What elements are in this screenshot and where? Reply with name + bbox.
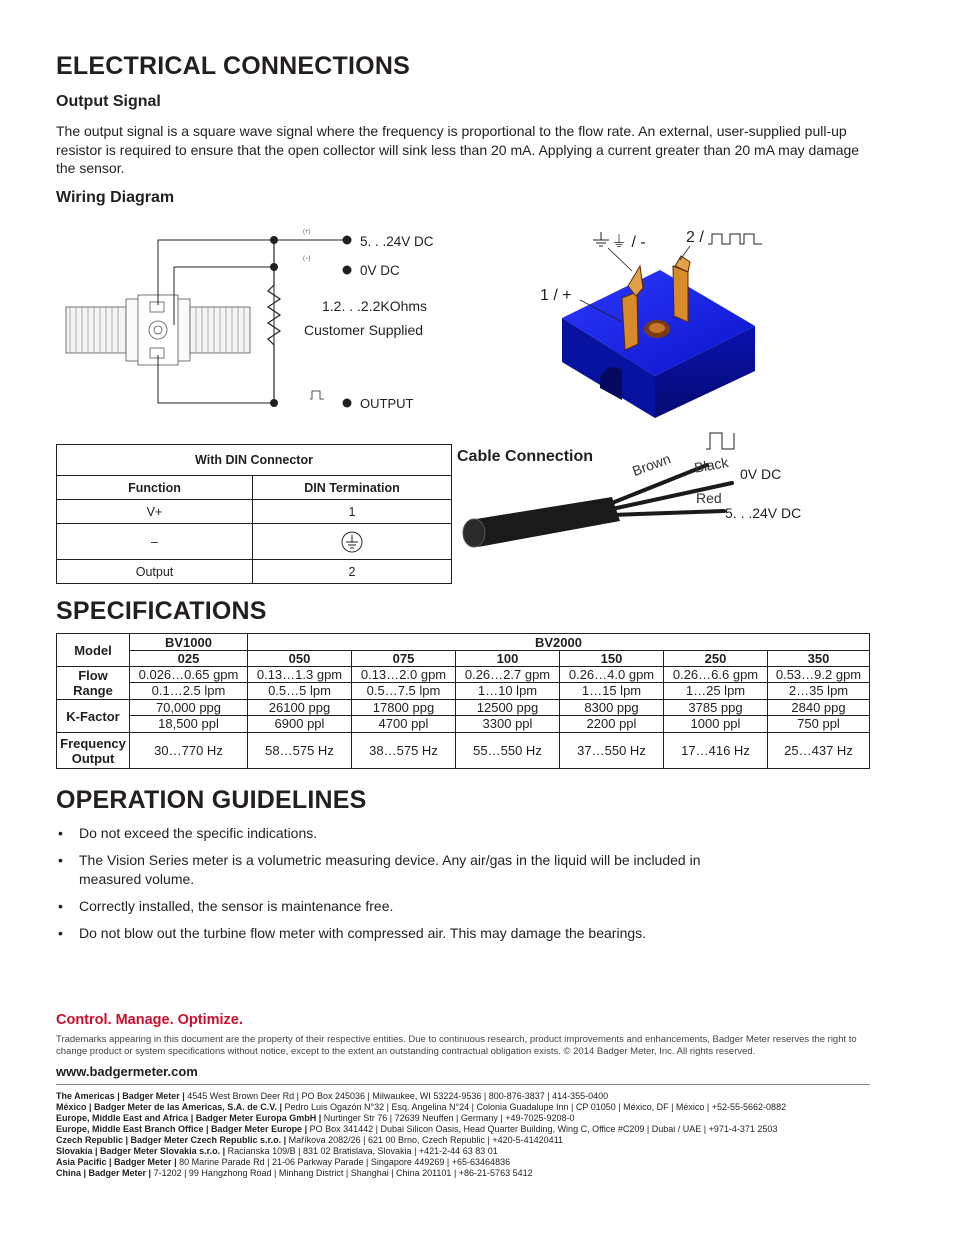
kfactor-cell: 12500 ppg 3300 ppl — [456, 700, 560, 733]
size-header: 075 — [352, 651, 456, 667]
flow-range-cell: 0.13…2.0 gpm 0.5…7.5 lpm — [352, 667, 456, 700]
address-line: China | Badger Meter | 7-1202 | 99 Hangzhong Road | Minhang District | Shanghai | China 201101 | +86-21-5763 5412 — [56, 1168, 533, 1178]
customer-supplied-label: Customer Supplied — [304, 322, 424, 338]
cable-zero-label: 0V DC — [740, 466, 782, 482]
operation-title: OPERATION GUIDELINES — [56, 786, 367, 814]
size-header: 100 — [456, 651, 560, 667]
model-label: Model — [57, 634, 130, 667]
frequency-cell: 17…416 Hz — [664, 733, 768, 769]
kfactor-cell: 8300 ppg 2200 ppl — [560, 700, 664, 733]
flow-range-cell: 0.13…1.3 gpm 0.5…5 lpm — [248, 667, 352, 700]
pulse-icon — [706, 433, 734, 449]
size-header: 025 — [130, 651, 248, 667]
list-item: • The Vision Series meter is a volumetric measuring device. Any air/gas in the liquid will be included in measured volume. — [56, 851, 746, 889]
electrical-title: ELECTRICAL CONNECTIONS — [56, 52, 410, 80]
address-line: Czech Republic | Badger Meter Czech Republic s.r.o. | Maříkova 2082/26 | 621 00 Brno, Czech Republic | +420-5-41420411 — [56, 1135, 564, 1145]
tagline: Control. Manage. Optimize. — [56, 1012, 243, 1028]
footer-divider — [56, 1084, 870, 1085]
flow-range-cell: 0.26…2.7 gpm 1…10 lpm — [456, 667, 560, 700]
size-header: 350 — [768, 651, 870, 667]
frequency-output-label: Frequency Output — [57, 733, 130, 769]
kfactor-cell: 17800 ppg 4700 ppl — [352, 700, 456, 733]
flow-range-cell: 0.26…4.0 gpm 1…15 lpm — [560, 667, 664, 700]
output-label: OUTPUT — [360, 396, 414, 411]
flow-range-label: Flow Range — [57, 667, 130, 700]
din-header-termination: DIN Termination — [253, 476, 452, 500]
bv1000-label: BV1000 — [130, 634, 248, 651]
pin-2-label: 2 / — [686, 229, 704, 246]
wire-black-label: Black — [693, 454, 730, 476]
flow-range-cell: 0.026…0.65 gpm 0.1…2.5 lpm — [130, 667, 248, 700]
cable-heading: Cable Connection — [457, 448, 594, 465]
square-wave-icon — [708, 234, 762, 244]
size-header: 250 — [664, 651, 768, 667]
din-table — [56, 444, 452, 584]
wire-minus-label: (−) — [303, 256, 311, 262]
address-line: Asia Pacific | Badger Meter | 80 Marine Parade Rd | 21-06 Parkway Parade | Singapore 449269 | +65-63464836 — [56, 1157, 511, 1167]
size-header: 150 — [560, 651, 664, 667]
flow-sensor-drawing — [66, 295, 250, 365]
pin-1-label: 1 / + — [540, 287, 572, 304]
cable-illustration — [452, 425, 832, 580]
frequency-cell: 55…550 Hz — [456, 733, 560, 769]
website-link[interactable]: www.badgermeter.com — [56, 1064, 198, 1079]
list-item: • Do not exceed the specific indications. — [56, 824, 746, 843]
pulse-icon — [310, 391, 324, 399]
specs-table — [56, 633, 870, 769]
din-cell-termination — [253, 524, 452, 560]
pin-ground-label: ⏚ / - — [611, 234, 646, 251]
wire-plus-label: (+) — [303, 229, 311, 235]
din-cell-termination: 2 — [253, 560, 452, 584]
flow-range-cell: 0.26…6.6 gpm 1…25 lpm — [664, 667, 768, 700]
wire-brown-label: Brown — [630, 450, 673, 480]
bv2000-label: BV2000 — [248, 634, 870, 651]
address-line: Slovakia | Badger Meter Slovakia s.r.o. | Racianska 109/B | 831 02 Bratislava, Slovakia | +421-2-44 63 83 01 — [56, 1146, 498, 1156]
list-item: • Do not blow out the turbine flow meter with compressed air. This may damage the bearings. — [56, 924, 746, 943]
wire-red-label: Red — [696, 490, 722, 506]
kfactor-cell: 3785 ppg 1000 ppl — [664, 700, 768, 733]
kfactor-cell: 70,000 ppg 18,500 ppl — [130, 700, 248, 733]
flow-range-cell: 0.53…9.2 gpm 2…35 lpm — [768, 667, 870, 700]
kfactor-cell: 26100 ppg 6900 ppl — [248, 700, 352, 733]
frequency-cell: 30…770 Hz — [130, 733, 248, 769]
address-line: The Americas | Badger Meter | 4545 West Brown Deer Rd | PO Box 245036 | Milwaukee, WI 53224-9536 | 800-876-3837 | 414-355-0400 — [56, 1091, 609, 1101]
din-cell-function: Output — [57, 560, 253, 584]
trademark-notice: Trademarks appearing in this document are the property of their respective entities. Due to continuous research, product improvements and enhancements, Badger Meter reserves the right to change product or system specifications without notice, except to the extent an outstanding contractual obligation exists. © 2014 Badger Meter, Inc. All rights reserved. — [56, 1034, 857, 1057]
frequency-cell: 38…575 Hz — [352, 733, 456, 769]
size-header: 050 — [248, 651, 352, 667]
zero-volt-label: 0V DC — [360, 263, 400, 278]
din-cell-function: V+ — [57, 500, 253, 524]
output-signal-text: The output signal is a square wave signal where the frequency is proportional to the flow rate. An external, user-supplied pull-up resistor is required to ensure that the open collector will sink less than 20 mA. Applying a current greater than 20 mA may damage the sensor. — [56, 123, 860, 176]
din-cell-function: – — [57, 524, 253, 560]
frequency-cell: 58…575 Hz — [248, 733, 352, 769]
kfactor-label: K-Factor — [57, 700, 130, 733]
cable-supply-label: 5. . .24V DC — [725, 505, 802, 521]
kfactor-cell: 2840 ppg 750 ppl — [768, 700, 870, 733]
address-line: México | Badger Meter de las Americas, S.A. de C.V. | Pedro Luis Ogazón N°32 | Esq. Angelina N°24 | Colonia Guadalupe Inn | CP 01050 | México, DF | México | +52-55-5662-0882 — [56, 1102, 787, 1112]
din-cell-termination: 1 — [253, 500, 452, 524]
specs-title: SPECIFICATIONS — [56, 597, 267, 625]
supply-voltage-label: 5. . .24V DC — [360, 234, 434, 249]
cable-body — [463, 497, 620, 547]
din-header-function: Function — [57, 476, 253, 500]
wiring-heading: Wiring Diagram — [56, 189, 175, 206]
earth-ground-icon — [340, 530, 364, 554]
frequency-cell: 25…437 Hz — [768, 733, 870, 769]
frequency-cell: 37…550 Hz — [560, 733, 664, 769]
address-list — [56, 1091, 872, 1179]
output-signal-heading: Output Signal — [56, 93, 161, 110]
din-connector-illustration — [540, 226, 775, 424]
list-item: • Correctly installed, the sensor is maintenance free. — [56, 897, 746, 916]
operation-list — [56, 824, 746, 951]
address-line: Europe, Middle East and Africa | Badger Meter Europa GmbH | Nurtinger Str 76 | 72639 Neuffen | Germany | +49-7025-9208-0 — [56, 1113, 575, 1123]
address-line: Europe, Middle East Branch Office | Badger Meter Europe | PO Box 341442 | Dubai Silicon Oasis, Head Quarter Building, Wing C, Office #C209 | Dubai / UAE | +971-4-371 2503 — [56, 1124, 778, 1134]
ground-icon — [593, 232, 609, 246]
resistor-label: 1.2. . .2.2KOhms — [322, 298, 428, 314]
din-table-caption: With DIN Connector — [57, 445, 452, 476]
